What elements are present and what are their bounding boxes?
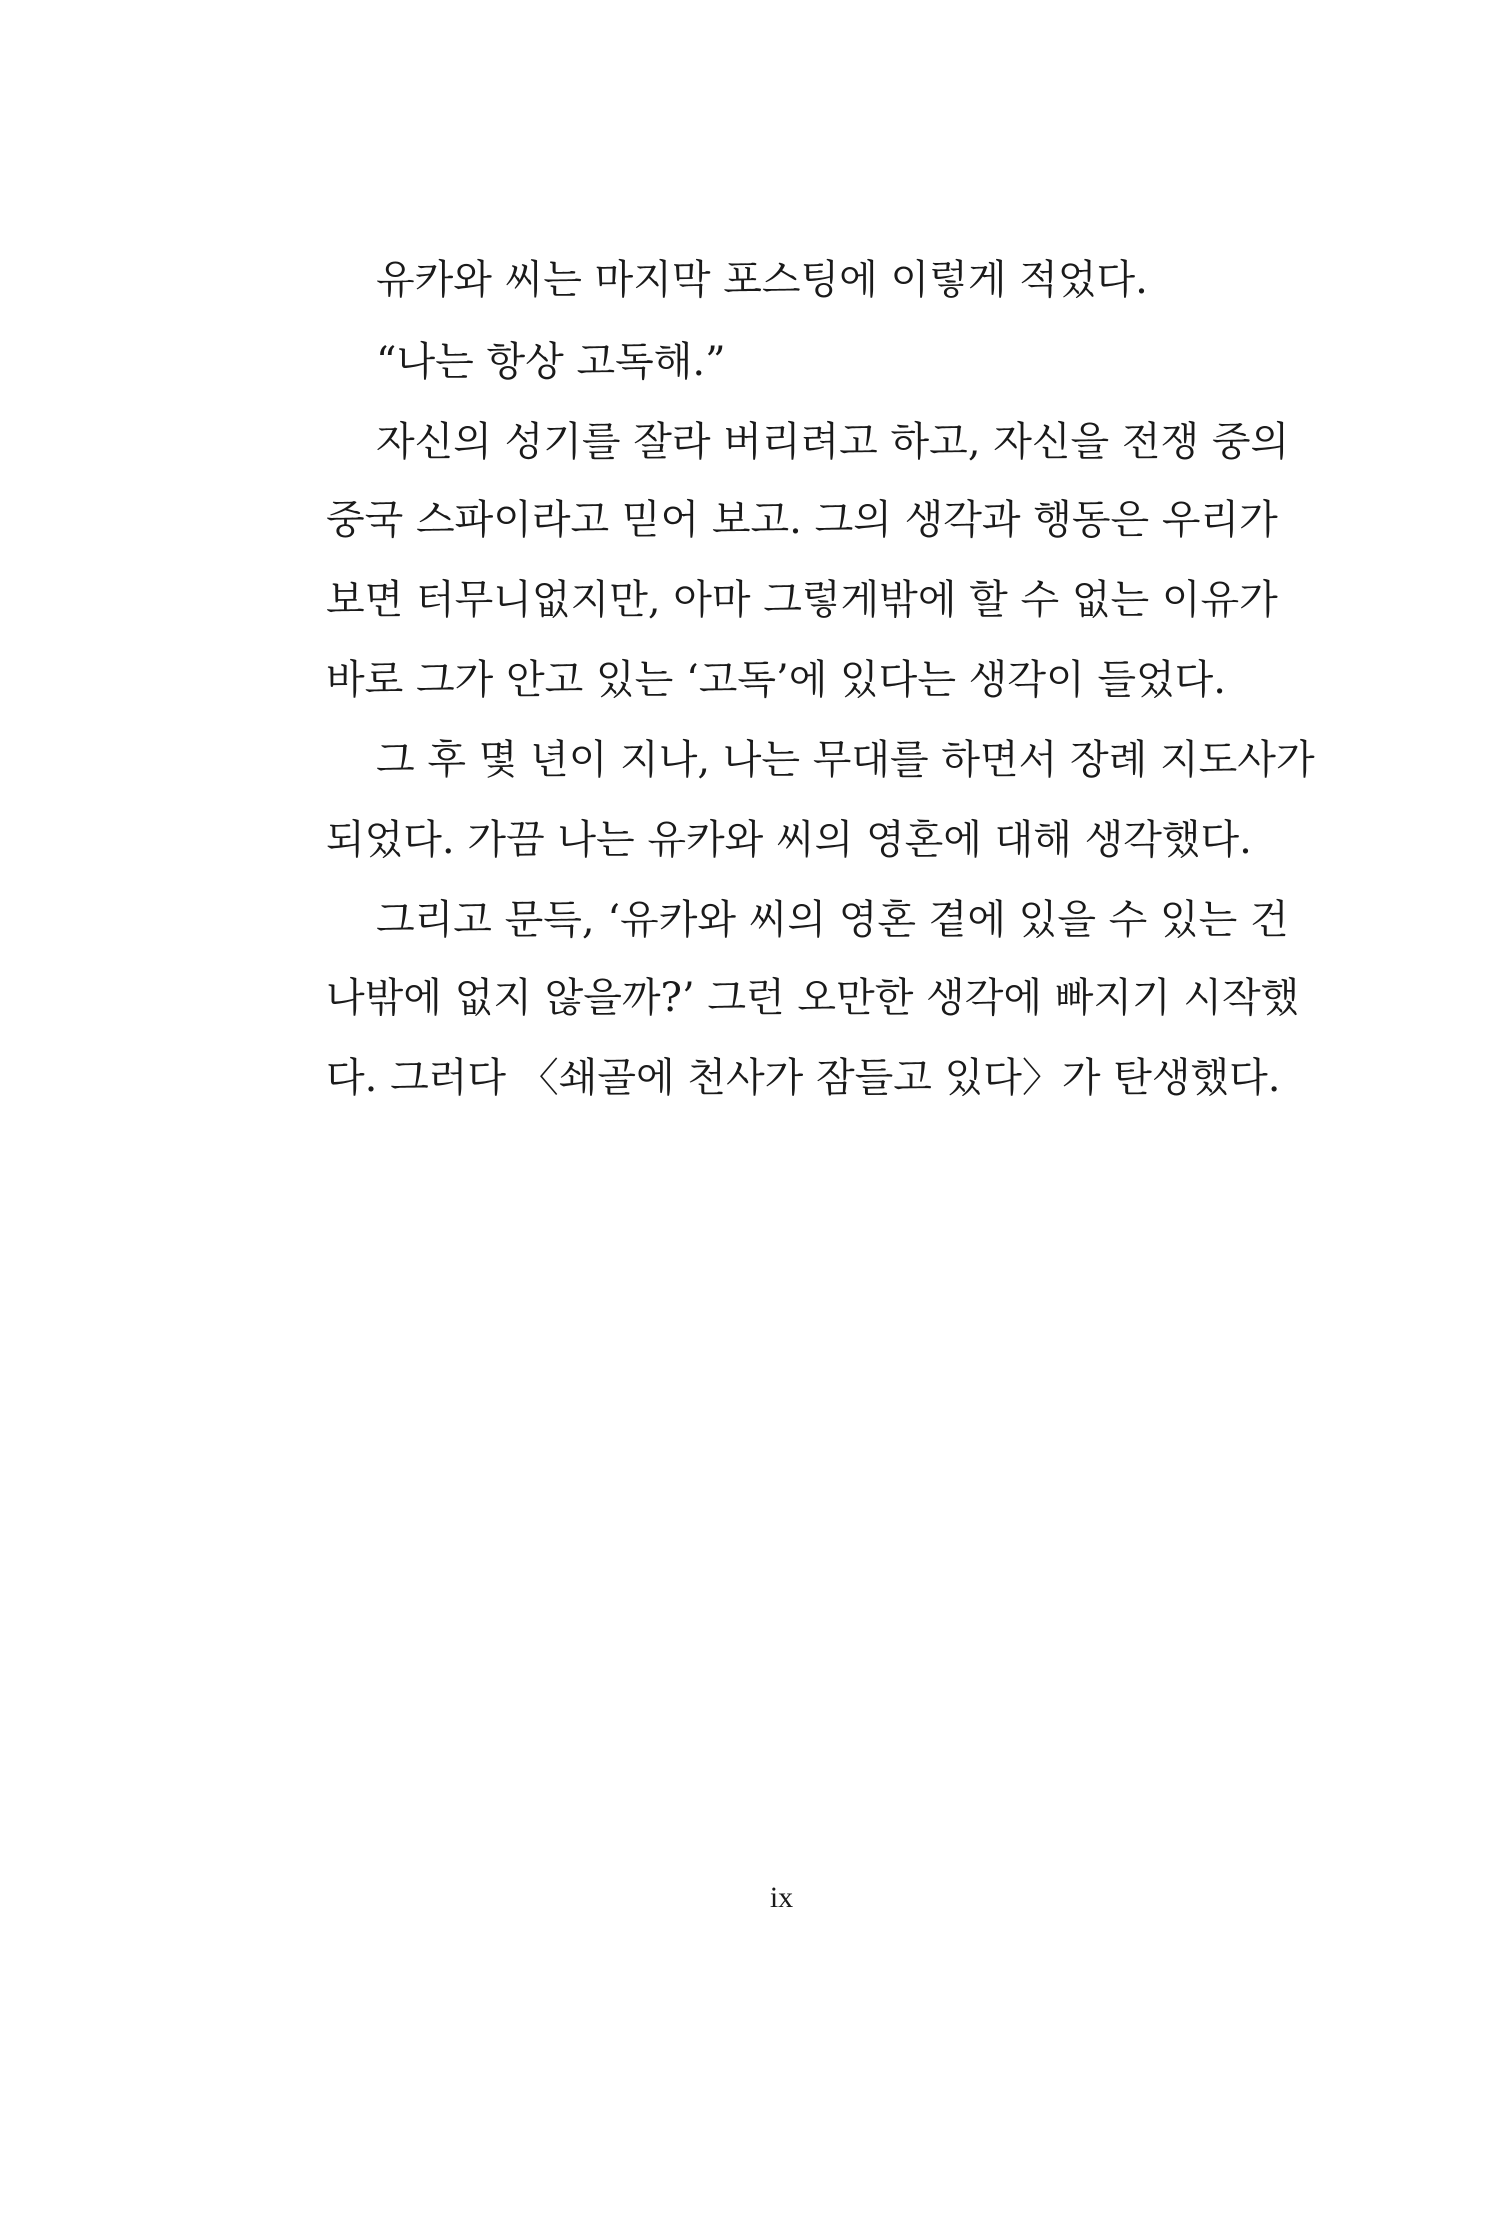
page-number: ix bbox=[769, 1881, 794, 1914]
body-text-line: “나는 항상 고독해.” bbox=[376, 339, 726, 385]
body-text-line: 되었다. 가끔 나는 유카와 씨의 영혼에 대해 생각했다. bbox=[326, 817, 1252, 863]
body-text-line: 그 후 몇 년이 지나, 나는 무대를 하면서 장례 지도사가 bbox=[376, 737, 1315, 783]
body-text-line: 나밖에 없지 않을까?’ 그런 오만한 생각에 빠지기 시작했 bbox=[326, 975, 1300, 1021]
body-text-line: 다. 그러다 〈쇄골에 천사가 잠들고 있다〉가 탄생했다. bbox=[326, 1055, 1281, 1101]
body-text-line: 자신의 성기를 잘라 버리려고 하고, 자신을 전쟁 중의 bbox=[376, 419, 1290, 465]
body-text-line: 그리고 문득, ‘유카와 씨의 영혼 곁에 있을 수 있는 건 bbox=[376, 897, 1289, 943]
body-text-line: 중국 스파이라고 믿어 보고. 그의 생각과 행동은 우리가 bbox=[326, 497, 1278, 543]
body-text-line: 유카와 씨는 마지막 포스팅에 이렇게 적었다. bbox=[376, 257, 1148, 303]
body-text-line: 보면 터무니없지만, 아마 그렇게밖에 할 수 없는 이유가 bbox=[326, 577, 1278, 623]
body-text-line: 바로 그가 안고 있는 ‘고독’에 있다는 생각이 들었다. bbox=[326, 657, 1226, 703]
